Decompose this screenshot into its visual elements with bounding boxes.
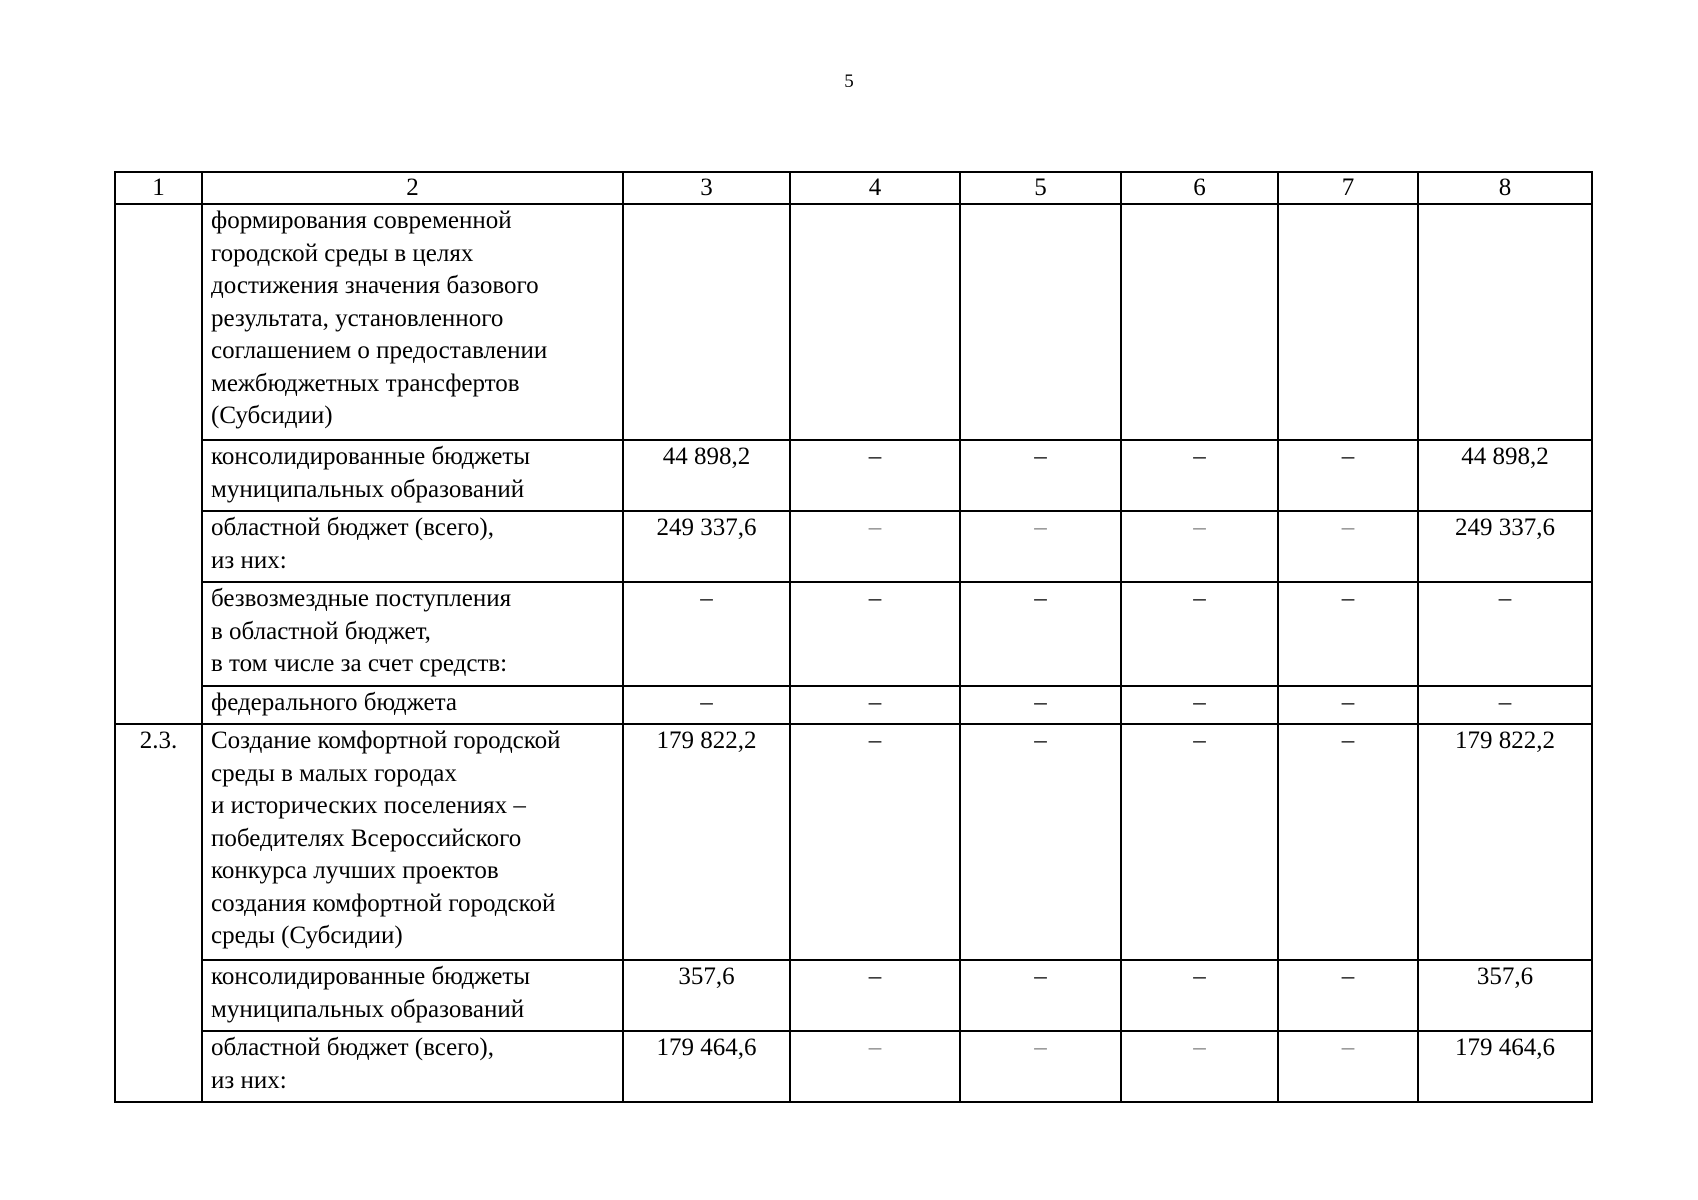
table-row <box>115 724 1592 960</box>
value-cell: – <box>1278 1031 1418 1102</box>
row-label: областной бюджет (всего), из них: <box>202 1031 623 1102</box>
value-cell: – <box>790 960 960 1031</box>
value-cell: 179 464,6 <box>623 1031 790 1102</box>
column-number: 2 <box>202 172 623 204</box>
column-number: 7 <box>1278 172 1418 204</box>
value-cell: – <box>790 686 960 724</box>
value-cell: – <box>960 960 1121 1031</box>
value-cell: 249 337,6 <box>1418 511 1592 582</box>
table-row <box>115 686 1592 724</box>
value-cell: – <box>623 686 790 724</box>
value-cell: – <box>1278 440 1418 511</box>
value-cell: – <box>623 582 790 686</box>
value-cell: 357,6 <box>623 960 790 1031</box>
value-cell: – <box>1278 686 1418 724</box>
value-cell: – <box>960 724 1121 960</box>
value-cell: – <box>790 582 960 686</box>
value-cell: 44 898,2 <box>1418 440 1592 511</box>
value-cell: – <box>960 1031 1121 1102</box>
value-cell <box>960 204 1121 440</box>
value-cell: 357,6 <box>1418 960 1592 1031</box>
budget-table <box>114 171 1593 1103</box>
table-row <box>115 582 1592 686</box>
value-cell: – <box>1418 582 1592 686</box>
column-number: 6 <box>1121 172 1278 204</box>
row-label: консолидированные бюджеты муниципальных образований <box>202 960 623 1031</box>
value-cell <box>790 204 960 440</box>
value-cell: – <box>960 686 1121 724</box>
table-row <box>115 440 1592 511</box>
table-row <box>115 1031 1592 1102</box>
value-cell: – <box>1278 724 1418 960</box>
table-row <box>115 960 1592 1031</box>
value-cell: – <box>790 1031 960 1102</box>
row-label: областной бюджет (всего), из них: <box>202 511 623 582</box>
value-cell: – <box>790 724 960 960</box>
row-number-cell <box>115 204 202 724</box>
table-row <box>115 511 1592 582</box>
column-number: 3 <box>623 172 790 204</box>
value-cell <box>1121 204 1278 440</box>
value-cell: – <box>960 582 1121 686</box>
value-cell: – <box>960 511 1121 582</box>
row-label: безвозмездные поступления в областной бюджет, в том числе за счет средств: <box>202 582 623 686</box>
value-cell: 179 464,6 <box>1418 1031 1592 1102</box>
value-cell <box>1278 204 1418 440</box>
value-cell: – <box>1121 440 1278 511</box>
value-cell: 44 898,2 <box>623 440 790 511</box>
value-cell: – <box>1121 582 1278 686</box>
value-cell <box>623 204 790 440</box>
value-cell: 179 822,2 <box>623 724 790 960</box>
value-cell: – <box>1278 511 1418 582</box>
value-cell: – <box>1121 960 1278 1031</box>
value-cell: – <box>1121 511 1278 582</box>
page-number: 5 <box>844 71 854 92</box>
value-cell: – <box>790 511 960 582</box>
row-number-cell: 2.3. <box>115 724 202 1102</box>
value-cell: – <box>1278 960 1418 1031</box>
row-label: Создание комфортной городской среды в малых городах и исторических поселениях – победителях Всероссийского конкурса лучших проектов создания комфортной городской среды (Субсидии) <box>202 724 623 960</box>
table-row <box>115 204 1592 440</box>
value-cell: 249 337,6 <box>623 511 790 582</box>
value-cell: – <box>1121 686 1278 724</box>
value-cell: 179 822,2 <box>1418 724 1592 960</box>
value-cell: – <box>790 440 960 511</box>
value-cell <box>1418 204 1592 440</box>
column-number: 5 <box>960 172 1121 204</box>
row-label: консолидированные бюджеты муниципальных образований <box>202 440 623 511</box>
column-number: 4 <box>790 172 960 204</box>
value-cell: – <box>1121 724 1278 960</box>
value-cell: – <box>1278 582 1418 686</box>
column-number: 8 <box>1418 172 1592 204</box>
value-cell: – <box>1418 686 1592 724</box>
value-cell: – <box>1121 1031 1278 1102</box>
value-cell: – <box>960 440 1121 511</box>
column-number-row <box>115 172 1592 204</box>
row-label: федерального бюджета <box>202 686 623 724</box>
row-label: формирования современной городской среды в целях достижения значения базового результата, установленного соглашением о предоставлении межбюджетных трансфертов (Субсидии) <box>202 204 623 440</box>
column-number: 1 <box>115 172 202 204</box>
